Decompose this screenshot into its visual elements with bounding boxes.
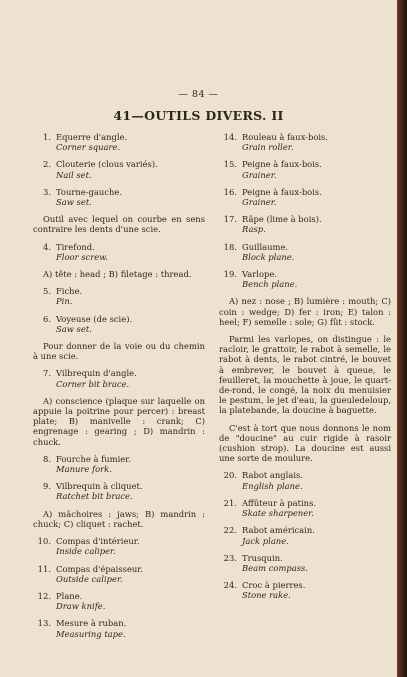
item-number: 7. [43,368,51,379]
french-term: Peigne à faux-bois. [242,186,322,197]
item-text [242,553,391,573]
description-paragraph: A) tête : head ; B) filetage : thread. [43,269,192,280]
item-number: 20. [223,470,237,481]
list-item [33,242,205,262]
item-text [242,159,391,179]
item-text [242,269,391,289]
english-term: Draw knife. [56,601,106,612]
item-text [56,132,205,152]
description-paragraph: Outil avec lequel on courbe en sens contraire les dents d'une scie. [33,214,205,235]
item-text [56,368,205,388]
list-item [33,591,205,611]
item-text [242,214,391,234]
english-term: Beam compass. [242,562,308,573]
item-number: 23. [223,552,237,563]
french-term: Vilbrequin d'angle. [56,368,137,379]
french-term: Râpe (lime à bois). [242,214,322,225]
item-text [56,481,205,501]
description-paragraph: A) conscience (plaque sur laquelle on appuie la poitrine pour percer) : breast plate; B) manivelle : crank; C) engrenage : gearing ; D) mandrin : chuck. [33,395,205,447]
item-number: 12. [37,590,51,601]
item-number: 6. [43,313,51,324]
item-number: 15. [223,159,237,170]
list-item [33,159,205,179]
item-text [56,454,205,474]
page-title: 41—OUTILS DIVERS. II [113,108,284,123]
english-term: English plane. [242,480,303,491]
item-number: 17. [223,214,237,225]
item-number: 1. [43,132,51,142]
list-item [219,159,391,179]
list-item [33,132,205,152]
english-term: Corner bit brace. [56,378,130,389]
english-term: Manure fork. [56,464,112,475]
item-text [242,580,391,600]
list-item [33,454,205,474]
item-text [56,242,205,262]
english-term: Ratchet bit brace. [56,491,133,502]
english-term: Skate sharpener. [242,508,314,519]
list-item [219,498,391,518]
list-item [219,525,391,545]
english-term: Block plane. [242,251,295,262]
french-term: Croc à pierres. [242,580,306,591]
item-text [56,564,205,584]
french-term: Tirefond. [56,241,95,252]
item-number: 22. [223,525,237,536]
french-term: Voyeuse (de scie). [56,313,133,324]
item-number: 3. [43,186,51,197]
french-term: Mesure à ruban. [56,618,127,629]
item-text [242,498,391,518]
right-column [219,132,391,608]
item-number: 4. [43,241,51,252]
english-term: Pin. [56,296,73,307]
list-item [33,286,205,306]
english-term: Stone rake. [242,590,291,601]
french-term: Fiche. [56,286,83,297]
description-paragraph: A) mâchoires : jaws; B) mandrin : chuck; C) cliquet : rachet. [33,508,205,529]
english-term: Outside caliper. [56,573,123,584]
list-item [33,314,205,334]
english-term: Grainer. [242,169,277,180]
item-number: 8. [43,453,51,464]
left-column [33,132,205,646]
description-paragraph: A) nez : nose ; B) lumière : mouth; C) coin : wedge; D) fer : iron; E) talon : heel; F) semelle : sole; G) fût : stock. [219,296,391,327]
item-text [242,525,391,545]
item-number: 11. [37,563,51,574]
french-term: Tourne-gauche. [56,186,123,197]
french-term: Compas d'épaisseur. [56,563,144,574]
french-term: Rouleau à faux-bois. [242,132,329,142]
french-term: Affûteur à patins. [242,497,317,508]
english-term: Grainer. [242,197,277,208]
english-term: Saw set. [56,197,92,208]
list-item [219,553,391,573]
book-cover-edge [397,0,407,677]
item-text [56,536,205,556]
item-number: 13. [37,618,51,629]
item-text [56,618,205,638]
item-number: 18. [223,241,237,252]
french-term: Rabot américain. [242,525,315,536]
item-text [242,470,391,490]
french-term: Plane. [56,590,83,601]
french-term: Rabot anglais. [242,470,303,481]
english-term: Nail set. [56,169,92,180]
list-item [33,536,205,556]
english-term: Rasp. [242,224,266,235]
list-item [219,187,391,207]
item-text [56,187,205,207]
page-number: — 84 — [178,89,219,100]
item-number: 9. [43,481,51,492]
item-text [56,314,205,334]
english-term: Measuring tape. [56,628,126,639]
item-text [56,159,205,179]
english-term: Corner square. [56,142,121,153]
item-text [56,591,205,611]
list-item [33,564,205,584]
item-number: 10. [37,536,51,547]
english-term: Inside caliper. [56,546,116,557]
list-item [33,368,205,388]
item-number: 21. [223,497,237,508]
english-term: Grain roller. [242,142,294,153]
description-paragraph: Parmi les varlopes, on distingue : le racloir, le grattoir, le rabot à semelle, le rabot à dents, le rabot cintré, le bouvet à embrever, le bouvet à queue, le feuilleret, la mouchette à joue, le quart-de-rond, le congé, la noix du menuisier le pestum, le jet d'eau, la gueuledeloup, la platebande, la doucine à baguette. [219,334,391,416]
list-item [219,470,391,490]
french-term: Peigne à faux-bois. [242,159,322,170]
list-item [33,481,205,501]
french-term: Guillaume. [242,241,289,252]
list-item [219,580,391,600]
item-text [242,132,391,152]
description-paragraph: C'est à tort que nous donnons le nom de "doucine" au cuir rigide à rasoir (cushion strop). La doucine est aussi une sorte de moulure. [219,422,391,464]
french-term: Compas d'intérieur. [56,536,140,547]
item-text [242,242,391,262]
item-number: 19. [223,269,237,280]
list-item [219,132,391,152]
english-term: Floor screw. [56,251,109,262]
item-number: 14. [223,132,237,142]
item-text [242,187,391,207]
list-item [219,214,391,234]
french-term: Varlope. [242,269,277,280]
item-number: 16. [223,186,237,197]
english-term: Bench plane. [242,279,298,290]
english-term: Jack plane. [242,535,289,546]
list-item [33,618,205,638]
french-term: Vilbrequin à cliquet. [56,481,143,492]
french-term: Trusquin. [242,552,283,563]
list-item [219,269,391,289]
french-term: Fourche à fumier. [56,453,131,464]
list-item [219,242,391,262]
item-number: 24. [223,580,237,591]
list-item [33,187,205,207]
item-number: 5. [43,286,51,297]
description-paragraph: Pour donner de la voie ou du chemin à une scie. [33,341,205,362]
french-term: Equerre d'angle. [56,132,128,142]
french-term: Clouterie (clous variés). [56,159,158,170]
item-number: 2. [43,159,51,170]
english-term: Saw set. [56,323,92,334]
item-text [56,286,205,306]
